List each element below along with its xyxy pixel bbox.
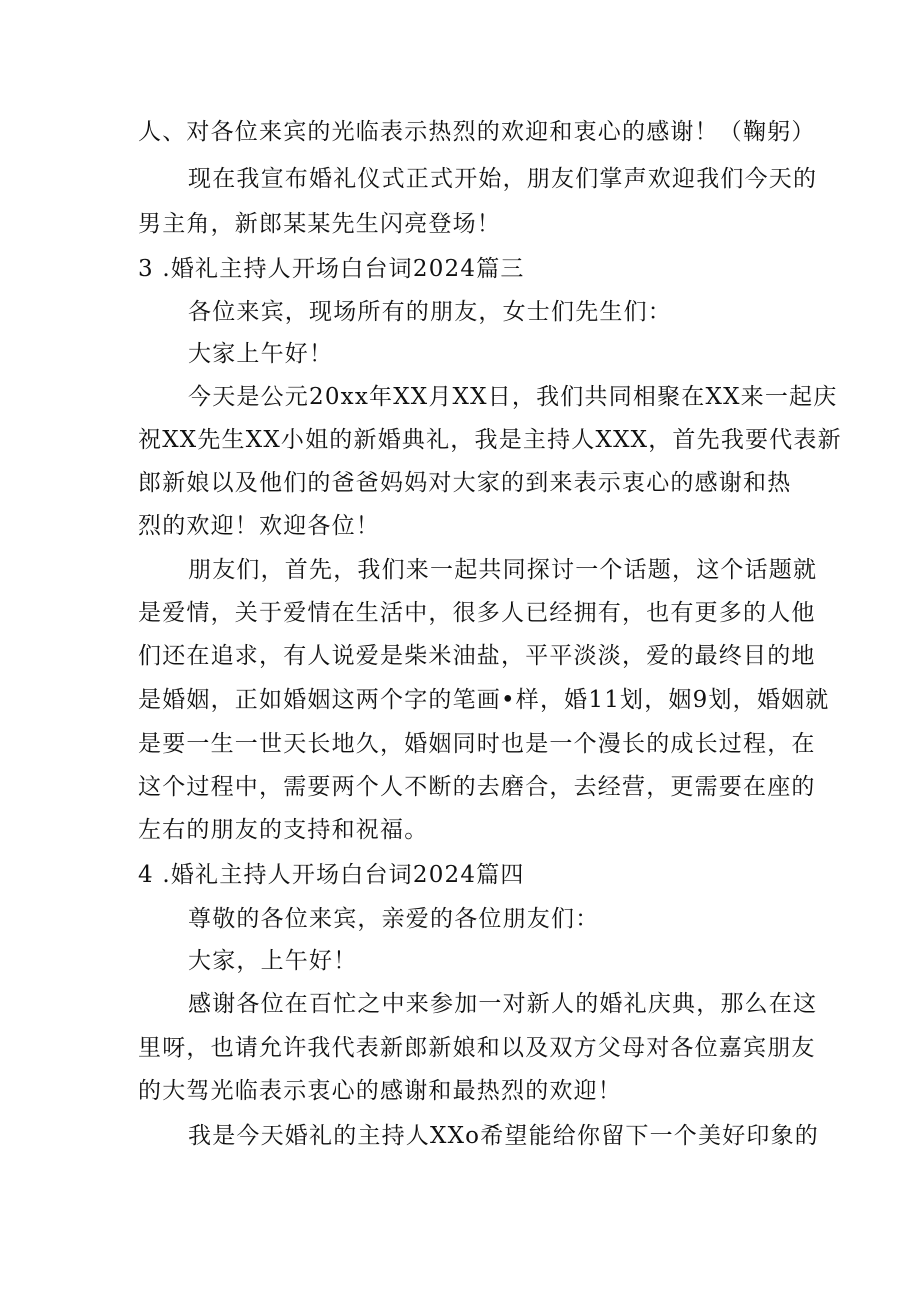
paragraph-line: 烈的欢迎！欢迎各位！	[138, 513, 380, 539]
section-heading: 4 .婚礼主持人开场白台词2024篇四	[138, 862, 525, 888]
paragraph-line: 大家，上午好！	[188, 948, 358, 974]
paragraph-line: 里呀，也请允许我代表新郎新娘和以及双方父母对各位嘉宾朋友	[138, 1035, 816, 1061]
paragraph-line: 尊敬的各位来宾，亲爱的各位朋友们：	[188, 906, 600, 932]
paragraph-line: 郎新娘以及他们的爸爸妈妈对大家的到来表示衷心的感谢和热	[138, 470, 792, 496]
paragraph-line: 的大驾光临表示衷心的感谢和最热烈的欢迎！	[138, 1078, 622, 1104]
paragraph-line: 感谢各位在百忙之中来参加一对新人的婚礼庆典，那么在这	[188, 991, 818, 1017]
paragraph-line: 祝XX先生XX小姐的新婚典礼，我是主持人XXX，首先我要代表新	[138, 427, 842, 453]
section-heading: 3 .婚礼主持人开场白台词2024篇三	[138, 256, 525, 282]
paragraph-line: 男主角，新郎某某先生闪亮登场！	[138, 211, 501, 237]
paragraph-line: 们还在追求，有人说爱是柴米油盐，平平淡淡，爱的最终目的地	[138, 643, 816, 669]
paragraph-line: 这个过程中，需要两个人不断的去磨合，去经营，更需要在座的	[138, 774, 816, 800]
paragraph-line: 人、对各位来宾的光临表示热烈的欢迎和衷心的感谢！（鞠躬）	[138, 119, 816, 145]
paragraph-line: 大家上午好！	[188, 341, 334, 367]
paragraph-line: 我是今天婚礼的主持人XXo希望能给你留下一个美好印象的	[188, 1123, 819, 1149]
paragraph-line: 是爱情，关于爱情在生活中，很多人已经拥有，也有更多的人他	[138, 600, 816, 626]
paragraph-line: 朋友们，首先，我们来一起共同探讨一个话题，这个话题就	[188, 557, 818, 583]
paragraph-line: 现在我宣布婚礼仪式正式开始，朋友们掌声欢迎我们今天的	[188, 166, 818, 192]
paragraph-line: 是婚姻，正如婚姻这两个字的笔画•样，婚11划，姻9划，婚姻就	[138, 687, 830, 713]
paragraph-line: 各位来宾，现场所有的朋友，女士们先生们：	[188, 299, 672, 325]
paragraph-line: 左右的朋友的支持和祝福。	[138, 817, 429, 843]
paragraph-line: 今天是公元20xx年XX月XX日，我们共同相聚在XX来一起庆	[188, 384, 838, 410]
paragraph-line: 是要一生一世天长地久，婚姻同时也是一个漫长的成长过程，在	[138, 731, 816, 757]
